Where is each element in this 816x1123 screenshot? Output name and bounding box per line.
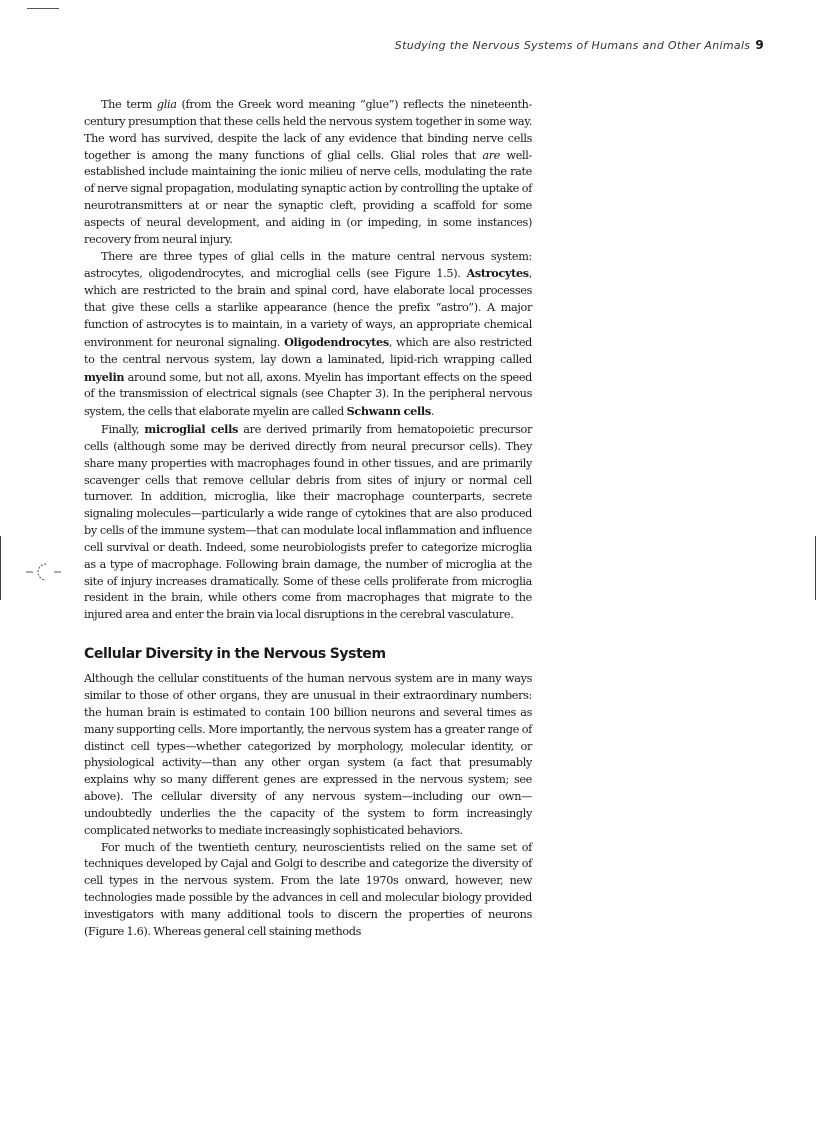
text-run: Finally, — [101, 423, 145, 437]
term-glia: glia — [156, 98, 177, 111]
paragraph-glia-term — [84, 97, 532, 249]
crop-mark-left — [0, 536, 1, 600]
term-myelin: myelin — [84, 369, 125, 384]
text-run: well-established include maintaining the ionic milieu of nerve cells, modulating the rate of nerve signal propagation, modulating synaptic action by controlling the uptake of neurotransmitters at or near the synaptic cleft, providing a scaffold for some aspects of neural development, and aiding in (or impeding, in some instances) recovery from neural injury. — [84, 148, 532, 246]
emphasis-are: are — [482, 148, 501, 162]
text-run: , which are restricted to the brain and spinal cord, have elaborate local processes that give these cells a starlike appearance (hence the prefix “astro”). A major function of astrocytes is to maintain, in a variety of ways, an appropriate chemical environment for neuronal signaling. — [84, 267, 532, 349]
term-schwann-cells: Schwann cells — [346, 404, 431, 419]
paragraph-microglia — [84, 421, 532, 624]
text-run: , which are also restricted to the central nervous system, lay down a laminated, lipid-rich wrapping called — [84, 335, 532, 366]
page-number: 9 — [755, 38, 764, 52]
body-text — [84, 97, 532, 941]
text-run: . — [430, 405, 435, 419]
text-run: (from the Greek word meaning “glue”) reflects the nineteenth-century presumption that these cells held the nervous system together in some way. The word has survived, despite the lack of any evidence that binding nerve cells together is among the many functions of glial cells. Glial roles that — [84, 98, 532, 162]
section-heading: Cellular Diversity in the Nervous System — [84, 646, 386, 663]
term-astrocytes: Astrocytes — [466, 266, 529, 281]
paragraph-cellular-diversity: Although the cellular constituents of the human nervous system are in many ways similar to those of other organs, they are unusual in their extraordinary numbers: the human brain is estimated to contain 100 billion neurons and several times as many supporting cells. More importantly, the nervous system has a greater range of distinct cell types—whether categorized by morphology, molecular identity, or physiological activity—than any other organ system (a fact that presumably explains why so many different genes are expressed in the nervous system; see above). The cellular diversity of any nervous system—including our own—undoubtedly underlies the the capacity of the system to form increasingly complicated networks to mediate increasingly sophisticated behaviors. — [84, 672, 532, 837]
running-head — [395, 38, 764, 52]
paragraph-glial-types — [84, 249, 532, 421]
text-run: around some, but not all, axons. Myelin has important effects on the speed of the transmission of electrical signals (see Chapter 3). In the peripheral nervous system, the cells that elaborate myelin are called — [84, 370, 532, 419]
text-run: There are three types of glial cells in the mature central nervous system: astrocytes, oligodendrocytes, and microglial cells (see Figure 1.5). — [84, 249, 532, 281]
text-run: are derived primarily from hematopoietic precursor cells (although some may be derived directly from neural precursor cells). They share many properties with macrophages found in other tissues, and are primarily scavenger cells that remove cellular debris from sites of injury or normal cell turnover. In addition, microglia, like their macrophage counterparts, secrete signaling molecules—particularly a wide range of cytokines that are also produced by cells of the immune system—that can modulate local inflammation and influence cell survival or death. Indeed, some neurobiologists prefer to categorize microglia as a type of macrophage. Following brain damage, the number of microglia at the site of injury increases dramatically. Some of these cells proliferate from microglia resident in the brain, while others come from macrophages that migrate to the injured area and enter the brain via local disruptions in the cerebral vasculature. — [84, 423, 533, 622]
running-title: Studying the Nervous Systems of Humans and Other Animals — [394, 39, 751, 52]
term-oligodendrocytes: Oligodendrocytes — [284, 334, 389, 349]
crop-mark-top — [27, 8, 59, 9]
term-microglial-cells: microglial cells — [144, 422, 239, 437]
registration-mark-icon — [26, 560, 62, 584]
text-run: The term — [101, 98, 157, 111]
paragraph-techniques: For much of the twentieth century, neuroscientists relied on the same set of techniques developed by Cajal and Golgi to describe and categorize the diversity of cell types in the nervous system. From the late 1970s onward, however, new technologies made possible by the advances in cell and molecular biology provided investigators with many additional tools to discern the properties of neurons (Figure 1.6). Whereas general cell staining methods — [84, 840, 532, 938]
